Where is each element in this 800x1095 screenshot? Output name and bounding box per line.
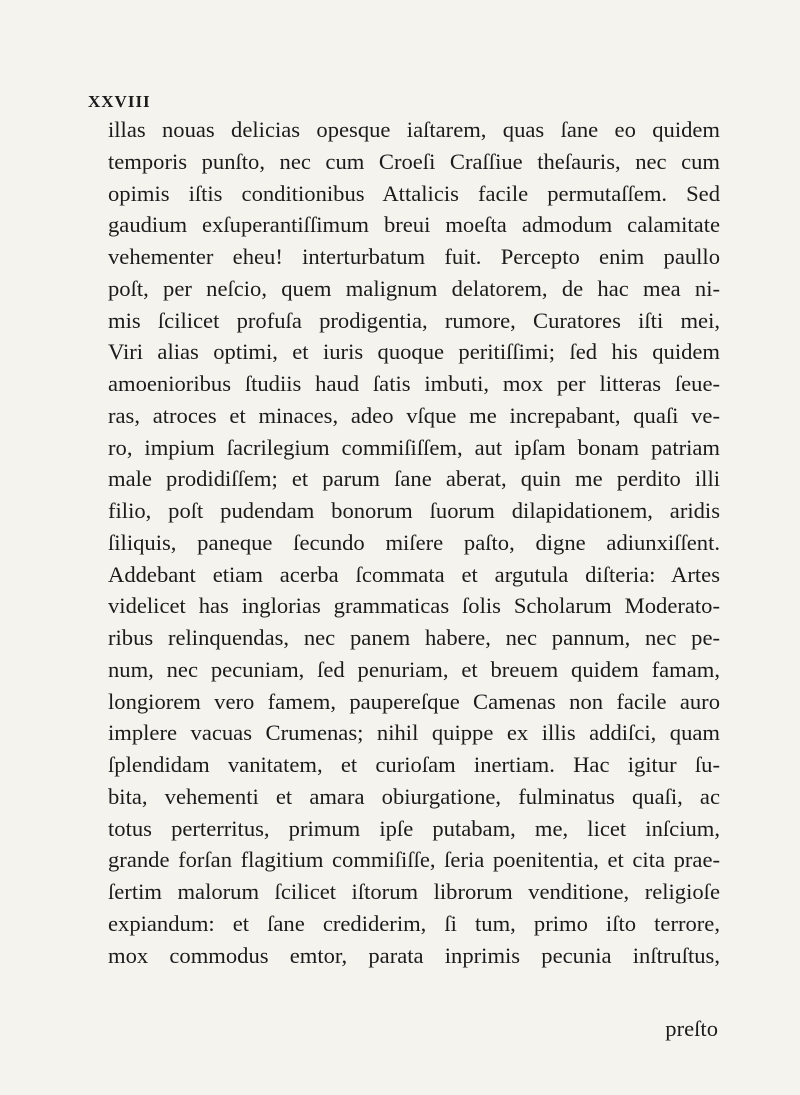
catchword: preſto bbox=[665, 1016, 718, 1041]
text-line: implere vacuas Crumenas; nihil quippe ex illis addiſci, quam bbox=[108, 720, 720, 746]
body-text bbox=[108, 114, 720, 971]
text-line: num, nec pecuniam, ſed penuriam, et breuem quidem famam, bbox=[108, 656, 720, 682]
text-line: ſplendidam vanitatem, et curioſam inertiam. Hac igitur ſu- bbox=[108, 752, 720, 777]
text-line: temporis punſto, nec cum Croeſi Craſſiue theſauris, nec cum bbox=[108, 148, 720, 174]
text-line: grande forſan flagitium commiſiſſe, ſeria poenitentia, et cita prae- bbox=[108, 847, 720, 873]
text-line: mis ſcilicet profuſa prodigentia, rumore, Curatores iſti mei, bbox=[108, 307, 720, 333]
text-line: ro, impium ſacrilegium commiſiſſem, aut ipſam bonam patriam bbox=[108, 434, 720, 460]
text-line: videlicet has inglorias grammaticas ſolis Scholarum Moderato- bbox=[108, 593, 720, 619]
text-line: mox commodus emtor, parata inprimis pecunia inſtruſtus, bbox=[108, 942, 720, 968]
text-line: bita, vehementi et amara obiurgatione, fulminatus quaſi, ac bbox=[108, 783, 720, 809]
text-line: expiandum: et ſane crediderim, ſi tum, primo iſto terrore, bbox=[108, 910, 720, 936]
page-number: XXVIII bbox=[88, 92, 151, 111]
text-line: ſertim malorum ſcilicet iſtorum librorum venditione, religioſe bbox=[108, 879, 720, 904]
text-line: illas nouas delicias opesque iaſtarem, quas ſane eo quidem bbox=[108, 117, 720, 142]
text-line: longiorem vero famem, paupereſque Camenas non facile auro bbox=[108, 688, 720, 714]
text-line: totus perterritus, primum ipſe putabam, me, licet inſcium, bbox=[108, 815, 720, 841]
text-line: poſt, per neſcio, quem malignum delatorem, de hac mea ni- bbox=[108, 275, 720, 301]
text-line: gaudium exſuperantiſſimum breui moeſta admodum calamitate bbox=[108, 212, 720, 238]
text-line: male prodidiſſem; et parum ſane aberat, quin me perdito illi bbox=[108, 466, 720, 492]
text-line: ras, atroces et minaces, adeo vſque me increpabant, quaſi ve- bbox=[108, 402, 720, 428]
text-line: filio, poſt pudendam bonorum ſuorum dilapidationem, aridis bbox=[108, 498, 720, 523]
text-line: ſiliquis, paneque ſecundo miſere paſto, digne adiunxiſſent. bbox=[108, 529, 720, 555]
text-line: Viri alias optimi, et iuris quoque peritiſſimi; ſed his quidem bbox=[108, 339, 720, 365]
text-line: vehementer eheu! interturbatum fuit. Percepto enim paullo bbox=[108, 244, 720, 269]
text-line: ribus relinquendas, nec panem habere, nec pannum, nec pe- bbox=[108, 625, 720, 650]
text-line: Addebant etiam acerba ſcommata et argutula diſteria: Artes bbox=[108, 561, 720, 587]
text-line: amoenioribus ſtudiis haud ſatis imbuti, mox per litteras ſeue- bbox=[108, 371, 720, 396]
text-line: opimis iſtis conditionibus Attalicis facile permutaſſem. Sed bbox=[108, 180, 720, 206]
